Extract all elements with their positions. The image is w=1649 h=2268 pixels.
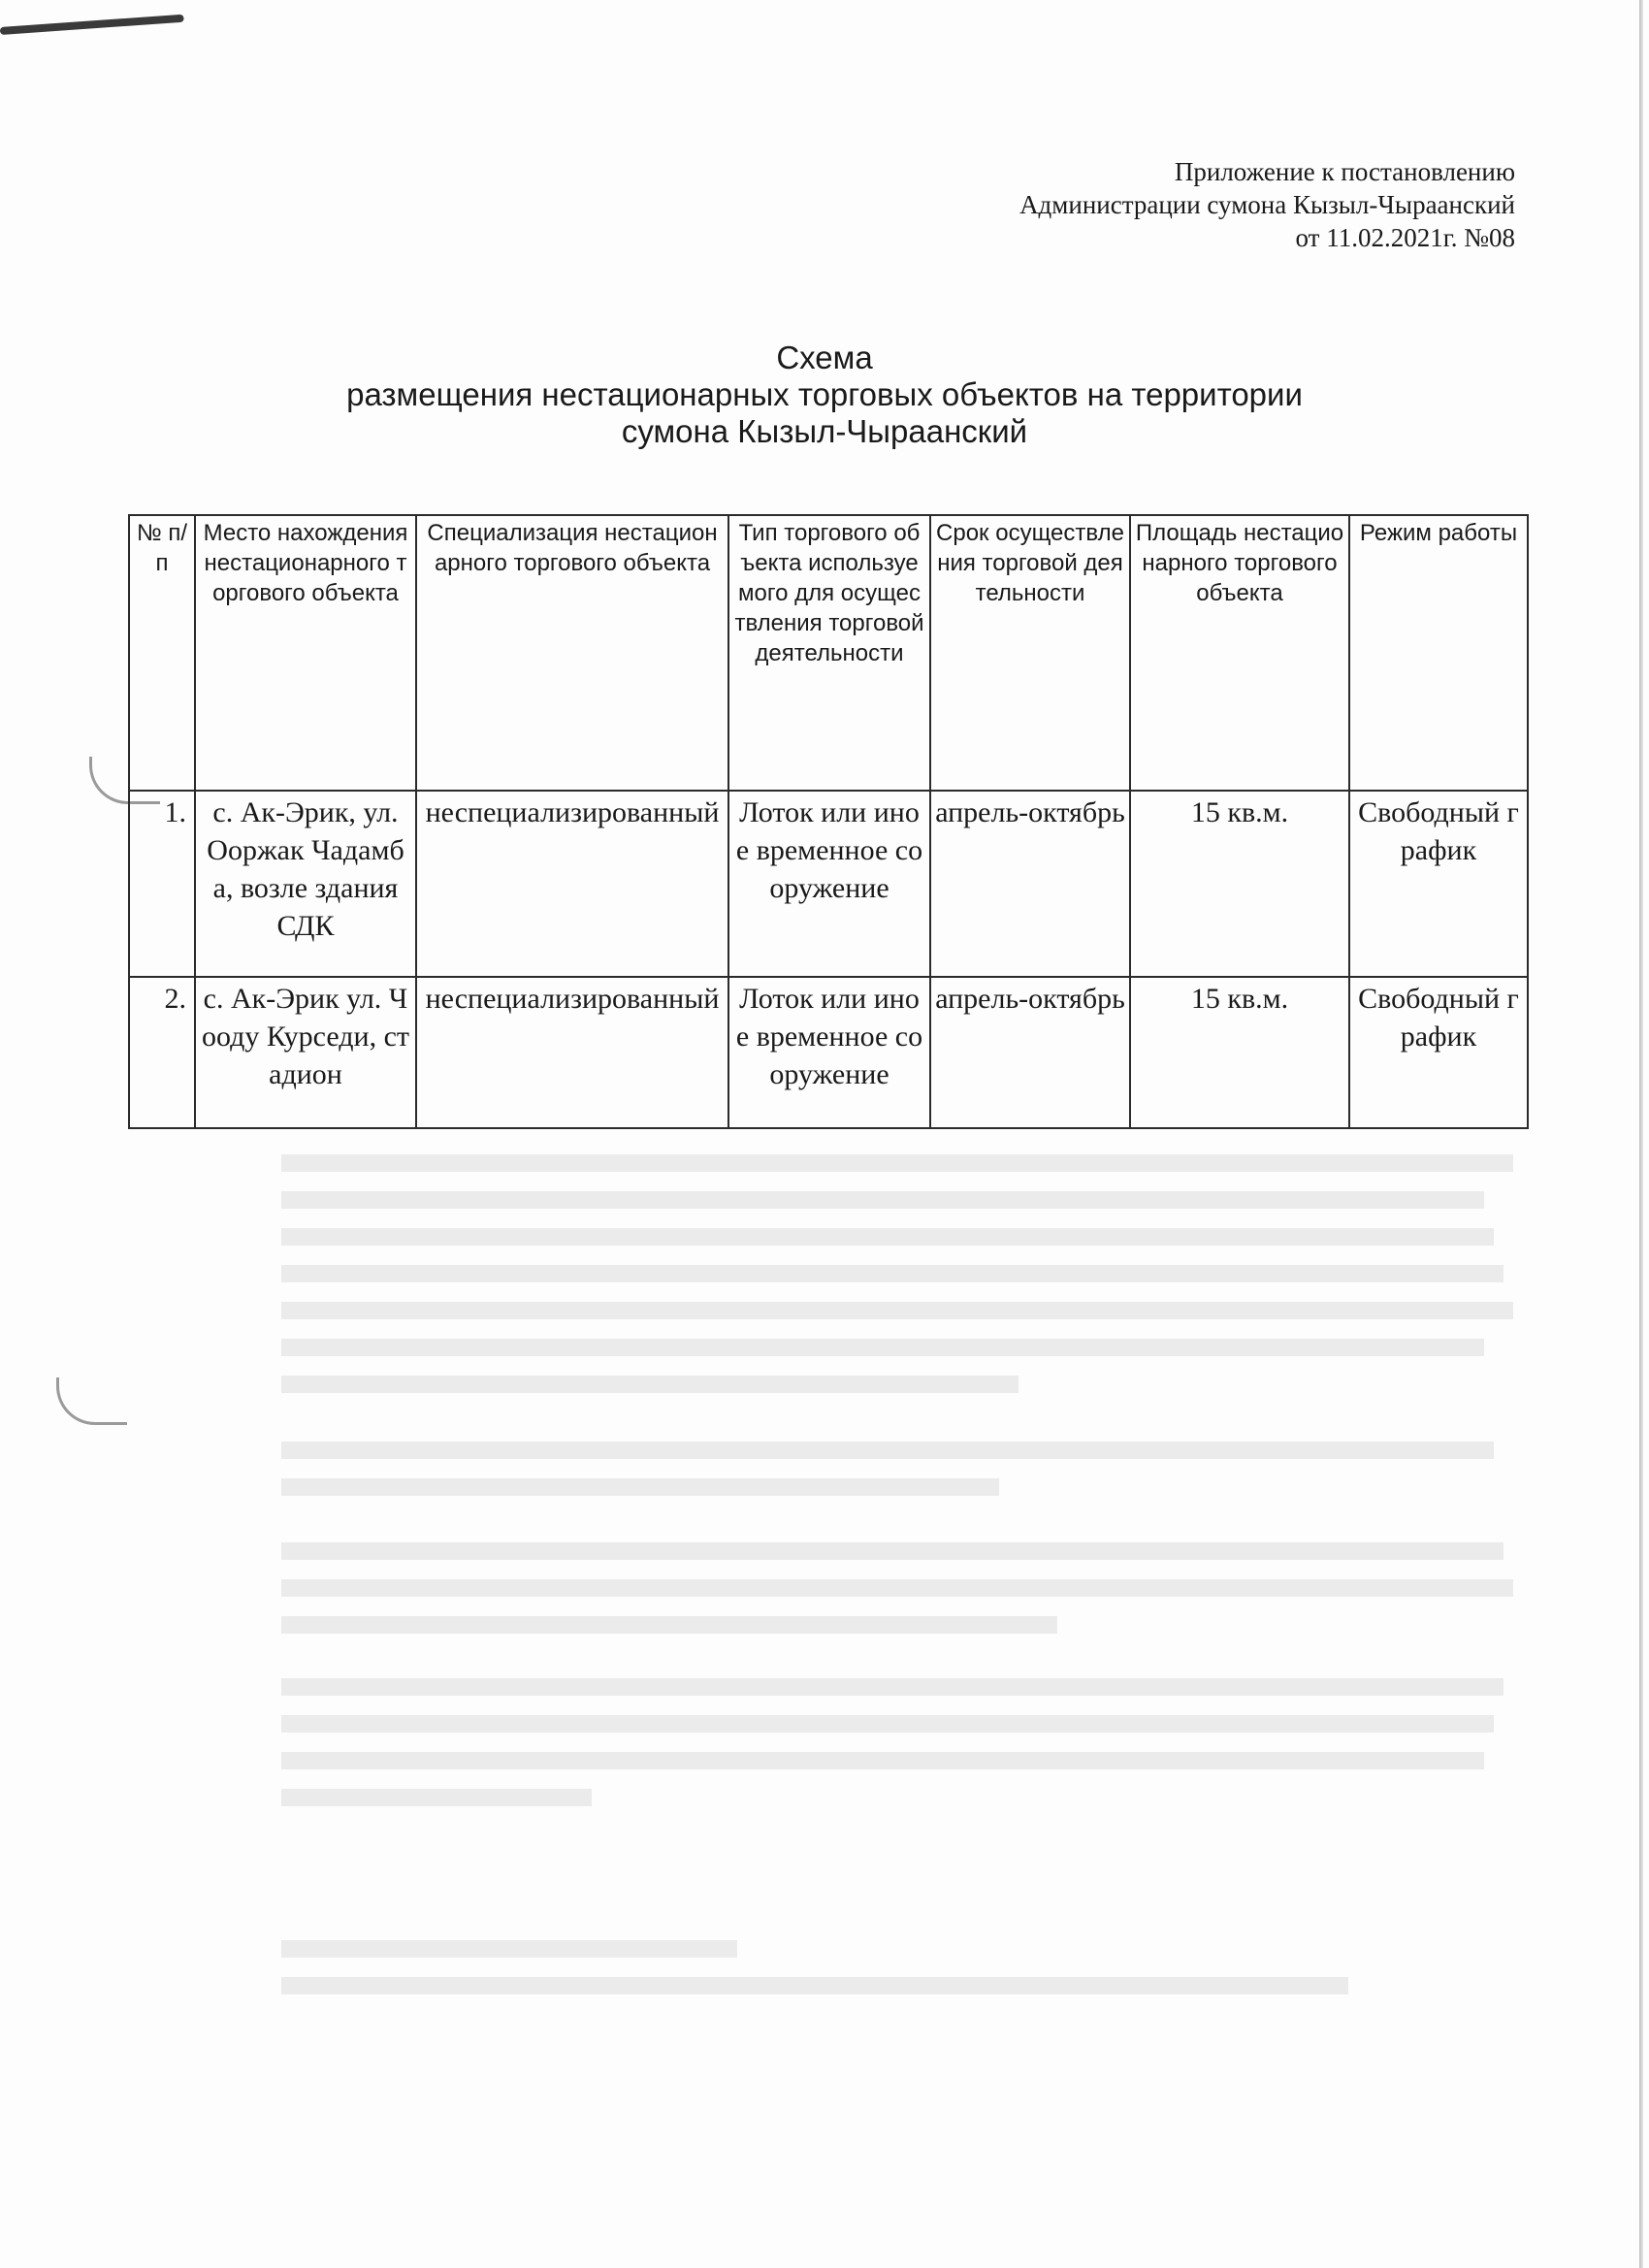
attachment-note: [1019, 155, 1515, 254]
attachment-line: Приложение к постановлению: [1174, 157, 1515, 186]
title-heading: Схема: [776, 340, 873, 375]
placement-scheme-table: [128, 514, 1529, 1129]
bleed-through-text: [281, 1478, 999, 1496]
cell-location: с. Ак-Эрик ул. Чооду Курседи, стадион: [195, 977, 416, 1128]
bleed-through-text: [281, 1302, 1513, 1319]
cell-area: 15 кв.м.: [1130, 791, 1349, 977]
header-cell-number: № п/п: [129, 515, 195, 791]
bleed-through-text: [281, 1339, 1484, 1356]
cell-schedule: Свободный график: [1349, 791, 1528, 977]
table-header-row: [129, 515, 1528, 791]
cell-term: апрель-октябрь: [930, 791, 1130, 977]
bleed-through-text: [281, 1752, 1484, 1769]
bleed-through-text: [281, 1678, 1504, 1696]
bleed-through-text: [281, 1265, 1504, 1282]
bleed-through-text: [281, 1977, 1348, 1994]
header-cell-schedule: Режим работы: [1349, 515, 1528, 791]
cell-schedule: Свободный график: [1349, 977, 1528, 1128]
header-cell-area: Площадь нестационарного торгового объекта: [1130, 515, 1349, 791]
bleed-through-text: [281, 1940, 737, 1958]
bleed-through-text: [281, 1542, 1504, 1560]
scan-streak: [0, 15, 184, 35]
bleed-through-text: [281, 1579, 1513, 1597]
header-cell-location: Место нахождения нестационарного торгового объекта: [195, 515, 416, 791]
cell-specialization: неспециализированный: [416, 977, 728, 1128]
header-cell-term: Срок осуществления торговой деятельности: [930, 515, 1130, 791]
cell-type: Лоток или иное временное сооружение: [728, 977, 930, 1128]
cell-area: 15 кв.м.: [1130, 977, 1349, 1128]
header-cell-specialization: Специализация нестационарного торгового объекта: [416, 515, 728, 791]
bleed-through-text: [281, 1154, 1513, 1172]
cell-location: с. Ак-Эрик, ул. Ооржак Чадамба, возле здания СДК: [195, 791, 416, 977]
punch-hole-mark: [56, 1377, 127, 1425]
table-row: [129, 977, 1528, 1128]
cell-type: Лоток или иное временное сооружение: [728, 791, 930, 977]
cell-specialization: неспециализированный: [416, 791, 728, 977]
title-subheading: сумона Кызыл-Чыраанский: [621, 413, 1028, 449]
bleed-through-text: [281, 1376, 1018, 1393]
header-cell-type: Тип торгового объекта используемого для осуществления торговой деятельности: [728, 515, 930, 791]
table-row: [129, 791, 1528, 977]
cell-number: 1.: [129, 791, 195, 977]
attachment-date-number: от 11.02.2021г. №08: [1295, 223, 1515, 252]
cell-number: 2.: [129, 977, 195, 1128]
document-title: [0, 340, 1649, 450]
bleed-through-text: [281, 1228, 1494, 1246]
bleed-through-text: [281, 1442, 1494, 1459]
cell-term: апрель-октябрь: [930, 977, 1130, 1128]
bleed-through-text: [281, 1715, 1494, 1733]
bleed-through-text: [281, 1616, 1057, 1634]
title-subheading: размещения нестационарных торговых объектов на территории: [346, 376, 1303, 412]
bleed-through-text: [281, 1789, 592, 1806]
bleed-through-text: [281, 1191, 1484, 1209]
attachment-line: Администрации сумона Кызыл-Чыраанский: [1019, 190, 1515, 219]
